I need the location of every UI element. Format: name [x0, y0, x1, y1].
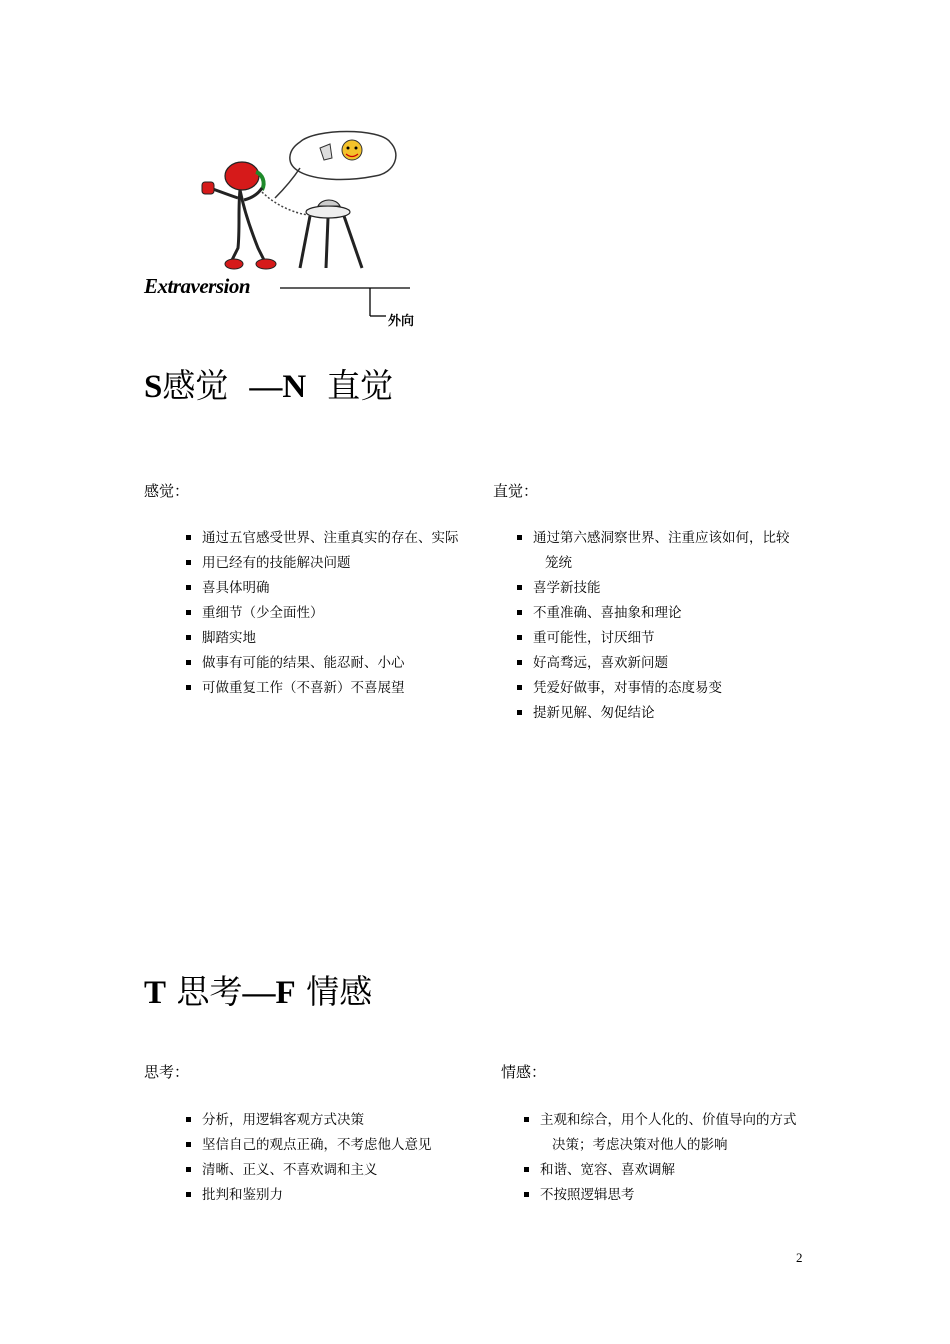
list-item: 和谐、宽容、喜欢调解: [524, 1158, 797, 1183]
list-item-line: 通过第六感洞察世界、注重应该如何，比较: [533, 530, 790, 546]
tf-title-f-cn: 情感: [306, 972, 373, 1011]
thinking-list: [186, 1108, 432, 1208]
tf-heading: [144, 966, 372, 1013]
sensing-label: 感觉：: [144, 482, 190, 500]
list-item: 喜具体明确: [186, 576, 459, 601]
list-item: 脚踏实地: [186, 626, 459, 651]
sensing-list: [186, 526, 459, 701]
list-item: 坚信自己的观点正确，不考虑他人意见: [186, 1133, 432, 1158]
sn-title-n: —N: [249, 369, 307, 405]
tf-title-t-cn: 思考: [176, 972, 243, 1011]
list-item: 喜学新技能: [517, 576, 790, 601]
list-item: 通过五官感受世界、注重真实的存在、实际: [186, 526, 459, 551]
feeling-label: 情感：: [501, 1063, 547, 1081]
list-item: 提新见解、匆促结论: [517, 701, 790, 726]
list-item-continuation: 笼统: [545, 555, 572, 571]
list-item: 可做重复工作（不喜新）不喜展望: [186, 676, 459, 701]
list-item: 不重准确、喜抽象和理论: [517, 601, 790, 626]
sn-heading: [144, 360, 393, 407]
sn-title-n-cn: 直觉: [327, 366, 394, 405]
tf-title-t: T: [144, 975, 167, 1011]
list-item: 重细节（少全面性）: [186, 601, 459, 626]
extraversion-label: 外向: [388, 314, 415, 329]
list-item-continuation: 决策；考虑决策对他人的影响: [552, 1137, 728, 1153]
page-number: 2: [796, 1250, 803, 1265]
list-item-line: 主观和综合，用个人化的、价值导向的方式: [540, 1112, 797, 1128]
list-item: 分析，用逻辑客观方式决策: [186, 1108, 432, 1133]
feeling-list: [524, 1108, 797, 1208]
phone-call-illustration: [140, 128, 440, 333]
list-item: 做事有可能的结果、能忍耐、小心: [186, 651, 459, 676]
extraversion-cartoon: [140, 128, 440, 333]
intuition-list: [517, 526, 790, 726]
list-item: 凭爱好做事，对事情的态度易变: [517, 676, 790, 701]
list-item: 不按照逻辑思考: [524, 1183, 797, 1208]
list-item: 清晰、正义、不喜欢调和主义: [186, 1158, 432, 1183]
thinking-label: 思考：: [144, 1063, 190, 1081]
list-item: 好高骛远，喜欢新问题: [517, 651, 790, 676]
list-item: 批判和鉴别力: [186, 1183, 432, 1208]
tf-title-f: —F: [242, 975, 296, 1011]
list-item: [524, 1108, 797, 1158]
list-item: 重可能性，讨厌细节: [517, 626, 790, 651]
sn-title-s-cn: 感觉: [162, 366, 229, 405]
list-item: 用已经有的技能解决问题: [186, 551, 459, 576]
intuition-label: 直觉：: [493, 482, 539, 500]
sn-title-s: S: [144, 369, 163, 405]
extraversion-word: Extraversion: [144, 274, 251, 298]
list-item: [517, 526, 790, 576]
